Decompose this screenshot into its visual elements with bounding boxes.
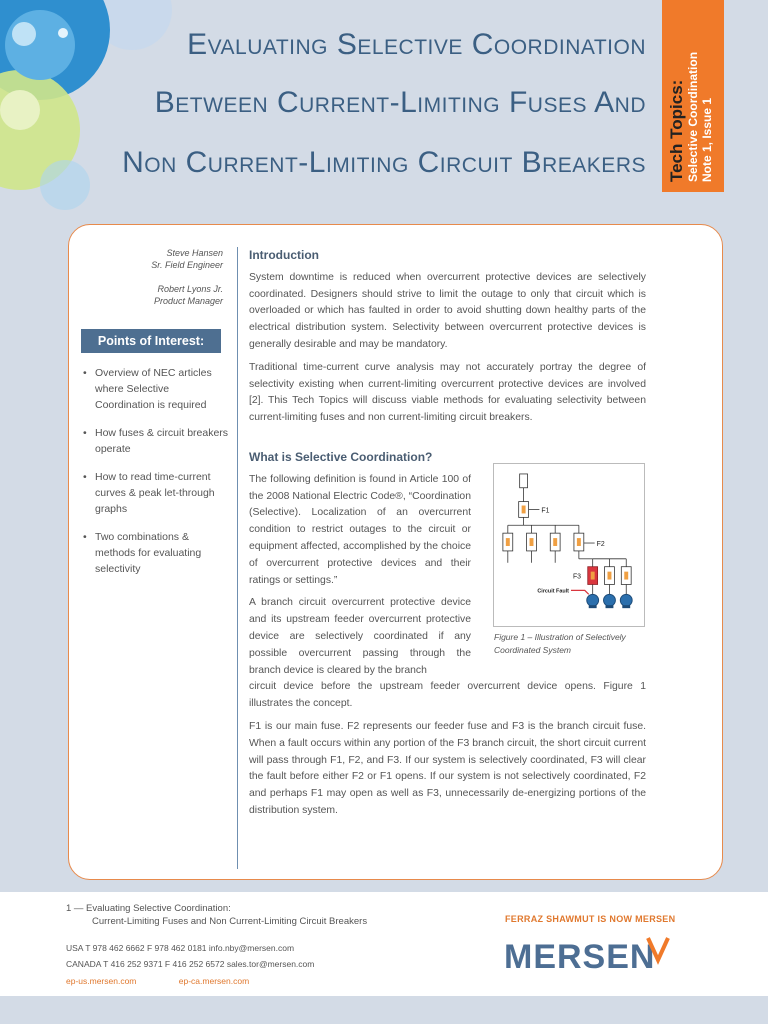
tab-heading: Tech Topics:: [667, 79, 686, 182]
authors: [81, 247, 229, 307]
website-links: [66, 976, 249, 986]
tech-topics-tab: [662, 0, 724, 192]
points-of-interest-list: [81, 365, 229, 577]
label-f1: F1: [541, 507, 550, 515]
footer-page-title: 1 — Evaluating Selective Coordination:: [66, 903, 231, 914]
motor-icon: [620, 594, 632, 606]
paragraph: System downtime is reduced when overcurrent protective devices are selectively coordinated. Designers should strive to limit the outage to only that circuit which is overloaded or which has faulted in order to avoid shutting down healthy parts of the electrical distribution system. Selectivity between overcurrent protective devices is generally desirable and may be mandatory.: [249, 271, 646, 350]
decorative-circle: [5, 10, 75, 80]
section-heading-introduction: Introduction: [249, 248, 319, 262]
footer-page-subtitle: Current-Limiting Fuses and Non Current-Limiting Circuit Breakers: [92, 916, 368, 927]
contact-usa: USA T 978 462 6662 F 978 462 0181 info.nby@mersen.com: [66, 943, 295, 953]
list-item: • How to read time-current curves & peak let-through graphs: [81, 469, 229, 517]
author-role: Sr. Field Engineer: [151, 260, 223, 270]
label-f3: F3: [572, 573, 581, 581]
paragraph: Traditional time-current curve analysis may not accurately portray the degree of selectivity existing when current-limiting overcurrent protective devices are involved [2]. This Tech Topics will discuss viable methods for evaluating selectivity between current-limiting fuses and non current-limiting circuit breakers.: [249, 361, 646, 424]
tab-issue: Note 1, Issue 1: [700, 97, 714, 182]
points-of-interest-heading: Points of Interest:: [81, 329, 221, 353]
decorative-circle: [12, 22, 36, 46]
author-name: Robert Lyons Jr.: [157, 284, 223, 294]
paragraph: A branch circuit overcurrent protective device and its upstream feeder overcurrent protective device are selectively coordinated if any possible overcurrent passing through the branch device is cleared by the branch: [249, 597, 471, 676]
list-item: • How fuses & circuit breakers operate: [81, 425, 229, 457]
sidebar: [81, 247, 229, 589]
link-us[interactable]: ep-us.mersen.com: [66, 976, 137, 986]
main-switch: [520, 474, 528, 488]
label-circuit-fault: Circuit Fault: [537, 588, 569, 595]
title-line-3: Non Current-Limiting Circuit Breakers: [122, 146, 646, 179]
logo-wordmark: MERSEN: [504, 938, 656, 976]
decorative-circle: [40, 160, 90, 210]
decorative-circle: [58, 28, 68, 38]
figure-caption: Figure 1 – Illustration of Selectively Coordinated System: [494, 632, 626, 655]
paragraph: F1 is our main fuse. F2 represents our feeder fuse and F3 is the branch circuit fuse. When a fault occurs within any portion of the F3 branch circuit, the short circuit current will pass through F1, F2, and F3. If our system is selectively coordinated, F3 will clear the fault before either F2 or F1 opens. If our system is not selectively coordinated, F2 and perhaps F1 may open as well as F3, unnecessarily de-energizing portions of the distribution system.: [249, 720, 646, 816]
contact-canada: CANADA T 416 252 9371 F 416 252 6572 sales.tor@mersen.com: [66, 959, 315, 969]
footer-title: [66, 902, 367, 928]
coordination-diagram: [493, 463, 645, 627]
decorative-circle: [0, 90, 40, 130]
motor-icon: [604, 594, 616, 606]
title-line-1: Evaluating Selective Coordination: [187, 28, 646, 61]
mersen-logo: [500, 930, 680, 976]
section-heading-selective-coordination: What is Selective Coordination?: [249, 449, 433, 464]
content-card: [68, 224, 723, 880]
label-f2: F2: [596, 540, 605, 548]
column-divider: [237, 247, 238, 869]
list-item: • Overview of NEC articles where Selective Coordination is required: [81, 365, 229, 413]
tab-subtitle: Selective Coordination: [686, 51, 700, 182]
author-name: Steve Hansen: [166, 248, 223, 258]
contact-info: [66, 940, 314, 972]
title-line-2: Between Current-Limiting Fuses And: [154, 86, 646, 119]
link-ca[interactable]: ep-ca.mersen.com: [178, 976, 250, 986]
paragraph: circuit device before the upstream feeder overcurrent device opens. Figure 1 illustrates the concept.: [249, 681, 646, 710]
author-role: Product Manager: [153, 296, 223, 306]
footer: [0, 892, 768, 996]
motor-icon: [587, 594, 599, 606]
brand-tagline: FERRAZ SHAWMUT IS NOW MERSEN: [505, 914, 676, 924]
list-item: • Two combinations & methods for evaluating selectivity: [81, 529, 229, 577]
paragraph: The following definition is found in Article 100 of the 2008 National Electric Code®, “Coordination (Selective). Localization of an overcurrent condition to restrict outages to the circuit or equipment affected, accomplished by the choice of overcurrent protective devices and their ratings or settings.”: [249, 473, 471, 586]
